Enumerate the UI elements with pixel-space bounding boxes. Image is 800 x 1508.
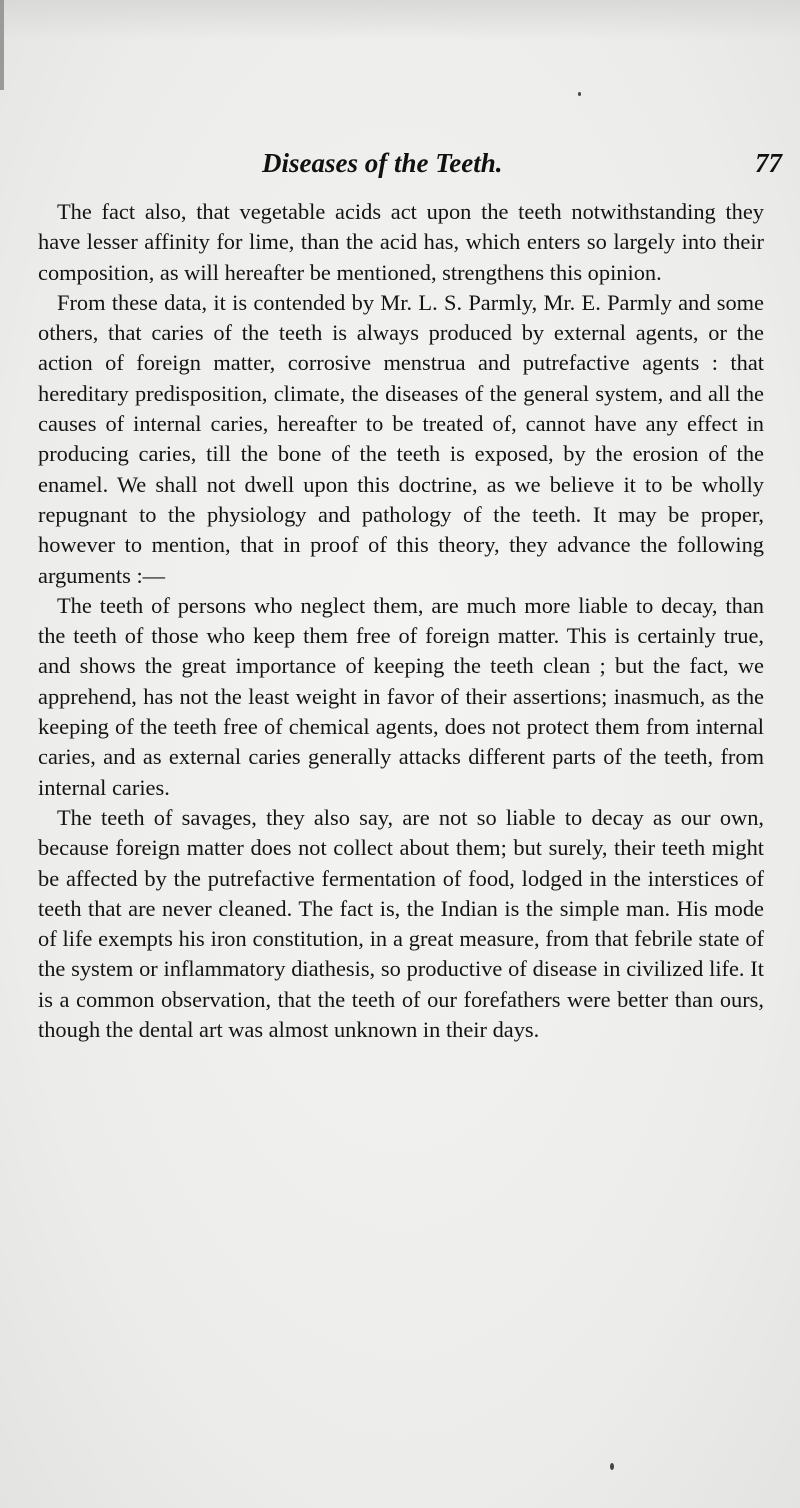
- page-left-edge: [0, 0, 4, 90]
- running-head: [262, 148, 782, 188]
- paragraph: The teeth of persons who neglect them, are much more liable to decay, than the teeth of those who keep them free of foreign matter. This is certainly true, and shows the great importance of keeping the teeth clean ; but the fact, we apprehend, has not the least weight in favor of their assertions; inasmuch, as the keeping of the teeth free of chemical agents, does not protect them from internal caries, and as external caries generally attacks different parts of the teeth, from internal caries.: [38, 592, 764, 800]
- paragraph: From these data, it is contended by Mr. L. S. Parmly, Mr. E. Parmly and some others, that caries of the teeth is always produced by external agents, or the action of foreign matter, corrosive menstrua and putrefactive agents : that hereditary predisposition, climate, the diseases of the general system, and all the causes of internal caries, hereafter to be treated of, cannot have any effect in producing caries, till the bone of the teeth is exposed, by the erosion of the enamel. We shall not dwell upon this doctrine, as we believe it to be wholly repugnant to the physiology and pathology of the teeth. It may be proper, however to mention, that in proof of this theory, they advance the following arguments :—: [38, 289, 764, 588]
- page-top-shadow: [0, 0, 800, 40]
- paragraph: The teeth of savages, they also say, are not so liable to decay as our own, because foreign matter does not collect about them; but surely, their teeth might be affected by the putrefactive fermentation of food, lodged in the interstices of teeth that are never cleaned. The fact is, the Indian is the simple man. His mode of life exempts his iron constitution, in a great measure, from that febrile state of the system or inflammatory diathesis, so productive of disease in civilized life. It is a common observation, that the teeth of our forefathers were better than ours, though the dental art was almost unknown in their days.: [38, 804, 764, 1043]
- body-text: [38, 197, 764, 1045]
- ink-speck: [578, 92, 581, 96]
- ink-speck: [610, 1463, 614, 1470]
- running-title: Diseases of the Teeth.: [262, 148, 503, 178]
- paragraph: The fact also, that vegetable acids act upon the teeth notwithstanding they have lesser affinity for lime, than the acid has, which enters so largely into their composition, as will hereafter be mentioned, strengthens this opinion.: [38, 199, 764, 285]
- page-number: 77: [755, 148, 782, 178]
